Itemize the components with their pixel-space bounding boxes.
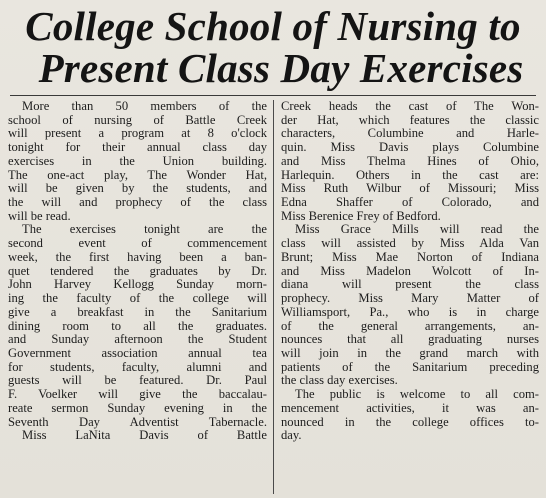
article-line: give a breakfast in the Sanitarium [8,305,267,319]
article-line: Miss Ruth Wilbur of Missouri; Miss [281,182,539,196]
article-line: and Sunday afternoon the Student [8,333,267,347]
article-line: quet tendered the graduates by Dr. [8,264,267,278]
article-line: week, the first having been a ban- [8,250,267,264]
article-line: and Miss Madelon Wolcott of In- [281,264,539,278]
article-line: The one-act play, The Wonder Hat, [8,168,267,182]
article-line: Miss Grace Mills will read the [295,223,539,237]
article-line: nounced in the college offices to- [281,415,539,429]
article-line: Williamsport, Pa., who is in charge [281,305,539,319]
article-line: Harlequin. Others in the cast are: [281,168,539,182]
article-line: F. Voelker will give the baccalau- [8,388,267,402]
article-line: quin. Miss Davis plays Columbine [281,141,539,155]
article-line: of the general arrangements, an- [281,319,539,333]
article-line: mencement activities, it was an- [281,401,539,415]
article-line: Miss Berenice Frey of Bedford. [281,209,441,223]
article-line: patients of the Sanitarium preceding [281,360,539,374]
column-divider [273,100,274,494]
article-line: the class day exercises. [281,374,398,388]
article-line: Edna Shaffer of Colorado, and [281,196,539,210]
article-line: More than 50 members of the [22,100,267,113]
article-line: will join in the grand march with [281,346,539,360]
article-line: nounces that all graduating nurses [281,333,539,347]
headline-rule [10,95,536,96]
article-line: class will assisted by Miss Alda Van [281,237,539,251]
headline-line-2: Present Class Day Exercises [38,45,524,91]
article-line: exercises in the Union building. [8,154,267,168]
article-line: will present a program at 8 o'clock [8,127,267,141]
article-line: The public is welcome to all com- [295,388,539,402]
article-line: Seventh Day Adventist Tabernacle. [8,415,267,429]
article-line: Government association annual tea [8,346,267,360]
article-line: second event of commencement [8,237,267,251]
article-line: The exercises tonight are the [22,223,267,237]
article-column-left [8,100,267,443]
article-line: Miss LaNita Davis of Battle [22,429,267,443]
article-line: and Miss Thelma Hines of Ohio, [281,154,539,168]
article-line: diana will present the class [281,278,539,292]
headline-line-1: College School of Nursing to [25,3,521,49]
article-line: John Harvey Kellogg Sunday morn- [8,278,267,292]
article-line: guests will be featured. Dr. Paul [8,374,267,388]
article-line: der Hat, which features the classic [281,113,539,127]
article-line: day. [281,429,302,443]
article-line: will be given by the students, and [8,182,267,196]
article-line: will be read. [8,209,71,223]
article-line: Creek heads the cast of The Won- [281,100,539,113]
article-line: characters, Columbine and Harle- [281,127,539,141]
article-line: ing the faculty of the college will [8,292,267,306]
article-line: tonight for their annual class day [8,141,267,155]
article-line: dining room to all the graduates. [8,319,267,333]
article-line: Brunt; Miss Mae Norton of Indiana [281,250,539,264]
article-line: prophecy. Miss Mary Matter of [281,292,539,306]
article-line: reate sermon Sunday evening in the [8,401,267,415]
article-line: for students, faculty, alumni and [8,360,267,374]
article-line: the will and prophecy of the class [8,196,267,210]
article-column-right [281,100,539,443]
article-line: school of nursing of Battle Creek [8,113,267,127]
